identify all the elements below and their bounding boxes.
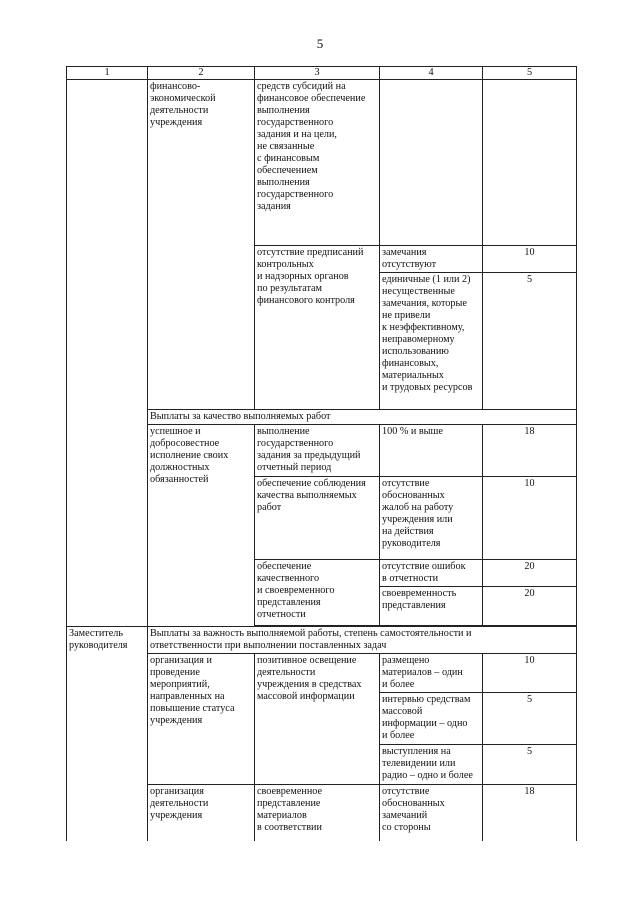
header-cell: 2 (148, 67, 255, 80)
indicator-cell: обеспечение качественного и своевременного представления отчетности (255, 560, 380, 626)
empty-cell (380, 80, 483, 246)
indicator-cell: своевременное представление материалов в соответствии (255, 785, 380, 841)
condition-cell: интервью средствам массовой информации – одно и более (380, 693, 483, 745)
condition-cell: 100 % и выше (380, 425, 483, 477)
condition-cell: размещено материалов – один и более (380, 654, 483, 693)
indicator-cell: средств субсидий на финансовое обеспечение выполнения государственного задания и на цели, не связанные с финансовым обеспечением выполнения государственного задания (255, 80, 380, 246)
condition-cell: единичные (1 или 2) несущественные замечания, которые не привели к неэффективному, неправомерному использованию финансовых, материальных и трудовых ресурсов (380, 273, 483, 410)
score-cell: 5 (483, 745, 577, 785)
condition-cell: замечания отсутствуют (380, 246, 483, 273)
score-cell: 10 (483, 654, 577, 693)
payments-criteria-table (66, 66, 577, 841)
score-cell: 10 (483, 477, 577, 560)
score-cell: 5 (483, 273, 577, 410)
condition-cell: выступления на телевидении или радио – одно и более (380, 745, 483, 785)
table-row (67, 80, 577, 246)
header-cell: 5 (483, 67, 577, 80)
score-cell: 20 (483, 560, 577, 587)
score-cell: 10 (483, 246, 577, 273)
criterion-cell: организация деятельности учреждения (148, 785, 255, 841)
section-heading: Выплаты за качество выполняемых работ (148, 410, 577, 425)
indicator-cell: отсутствие предписаний контрольных и надзорных органов по результатам финансового контроля (255, 246, 380, 410)
criterion-cell: успешное и добросовестное исполнение своих должностных обязанностей (148, 425, 255, 627)
condition-cell: отсутствие ошибок в отчетности (380, 560, 483, 587)
header-cell: 3 (255, 67, 380, 80)
score-cell: 18 (483, 785, 577, 841)
score-cell: 18 (483, 425, 577, 477)
condition-cell: отсутствие обоснованных замечаний со стороны (380, 785, 483, 841)
score-cell: 5 (483, 693, 577, 745)
score-cell: 20 (483, 587, 577, 626)
page-number: 5 (316, 36, 324, 51)
section-heading: Выплаты за важность выполняемой работы, степень самостоятельности и ответственности при выполнении поставленных задач (148, 627, 577, 654)
header-cell: 1 (67, 67, 148, 80)
condition-cell: своевременность представления (380, 587, 483, 626)
position-cell: Заместитель руководителя (67, 627, 148, 841)
header-row (67, 67, 577, 80)
criterion-cell: финансово- экономической деятельности учреждения (148, 80, 255, 410)
condition-cell: отсутствие обоснованных жалоб на работу учреждения или на действия руководителя (380, 477, 483, 560)
empty-cell (483, 80, 577, 246)
indicator-cell: выполнение государственного задания за предыдущий отчетный период (255, 425, 380, 477)
indicator-cell: позитивное освещение деятельности учреждения в средствах массовой информации (255, 654, 380, 785)
criterion-cell: организация и проведение мероприятий, направленных на повышение статуса учреждения (148, 654, 255, 785)
table-row (67, 627, 577, 654)
empty-cell (67, 80, 148, 627)
header-cell: 4 (380, 67, 483, 80)
indicator-cell: обеспечение соблюдения качества выполняемых работ (255, 477, 380, 560)
